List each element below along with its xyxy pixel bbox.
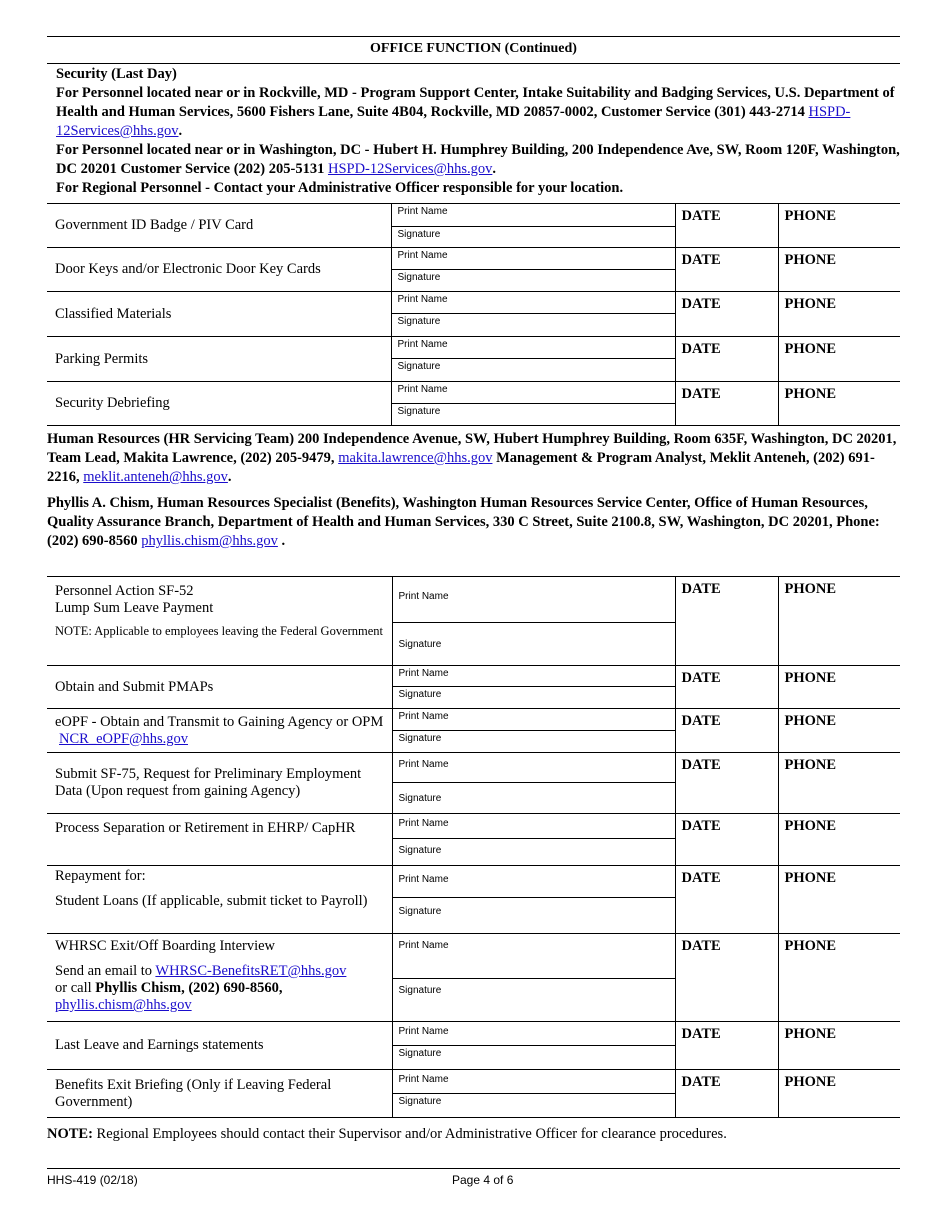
date-field[interactable]: DATE <box>675 934 778 1022</box>
signature-field[interactable]: Signature <box>398 906 442 917</box>
phone-field[interactable]: PHONE <box>778 753 900 814</box>
row-label: Obtain and Submit PMAPs <box>47 666 392 709</box>
table-row <box>47 1070 900 1118</box>
rockville-info: For Personnel located near or in Rockville, MD - Program Support Center, Intake Suitability and Badging Services, U.S. Department of Health and Human Services, 5600 Fishers Lane, Suite 4B04, Rockville, MD 20857-0002, Customer Service (301) 443-2714 HSPD-12Services@hhs.gov. <box>56 85 895 139</box>
row-label: Classified Materials <box>47 292 391 337</box>
phone-field[interactable]: PHONE <box>778 337 900 382</box>
signature-field[interactable]: Signature <box>397 406 441 417</box>
table-row <box>47 248 900 292</box>
row-label: Personnel Action SF-52 <box>55 583 194 599</box>
row-label: Student Loans (If applicable, submit ticket to Payroll) <box>55 893 368 909</box>
phone-field[interactable]: PHONE <box>778 814 900 866</box>
row-label: Door Keys and/or Electronic Door Key Cards <box>47 248 391 292</box>
row-label: Security Debriefing <box>47 382 391 426</box>
row-label: Last Leave and Earnings statements <box>47 1022 392 1070</box>
table-row <box>47 753 900 814</box>
signature-field[interactable]: Signature <box>398 1096 442 1107</box>
phyllis-email-link-2[interactable]: phyllis.chism@hhs.gov <box>55 997 192 1013</box>
date-field[interactable]: DATE <box>675 204 778 248</box>
whrsc-email-link[interactable]: WHRSC-BenefitsRET@hhs.gov <box>155 963 347 979</box>
signature-field[interactable]: Signature <box>398 639 442 650</box>
phone-field[interactable]: PHONE <box>778 709 900 753</box>
date-field[interactable]: DATE <box>675 577 778 666</box>
page-footer <box>47 1168 900 1187</box>
regional-note: NOTE: Regional Employees should contact their Supervisor and/or Administrative Officer for clearance procedures. <box>47 1126 727 1142</box>
date-field[interactable]: DATE <box>675 814 778 866</box>
dc-email-link[interactable]: HSPD-12Services@hhs.gov <box>327 161 493 177</box>
benefits-contact-info: Phyllis A. Chism, Human Resources Specialist (Benefits), Washington Human Resources Service Center, Office of Human Resources, Quality Assurance Branch, Department of Health and Human Services, 330 C Street, Suite 2100.8, SW, Washington, DC 20201, Phone: (202) 690-8560 phyllis.chism@hhs.gov . <box>47 495 880 549</box>
hr-contact-info: Human Resources (HR Servicing Team) 200 Independence Avenue, SW, Hubert Humphrey Building, Room 635F, Washington, DC 20201, Team Lead, Makita Lawrence, (202) 205-9479, makita.lawrence@hhs.gov Management & Program Analyst, Meklit Anteneh, (202) 691-2216, meklit.anteneh@hhs.gov. <box>47 431 897 485</box>
phone-field[interactable]: PHONE <box>778 577 900 666</box>
row-label: Process Separation or Retirement in EHRP/ CapHR <box>47 814 392 866</box>
signature-field[interactable]: Signature <box>397 272 441 283</box>
page-number: Page 4 of 6 <box>452 1173 514 1187</box>
signature-field[interactable]: Signature <box>398 845 442 856</box>
table-row <box>47 577 900 666</box>
print-name-field[interactable]: Print Name <box>393 934 675 979</box>
signature-field[interactable]: Signature <box>398 793 442 804</box>
row-label: Lump Sum Leave Payment <box>55 600 214 616</box>
table-row <box>47 866 900 934</box>
row-note: NOTE: Applicable to employees leaving the Federal Government <box>55 624 384 638</box>
print-name-field[interactable]: Print Name <box>393 577 675 623</box>
table-row <box>47 1022 900 1070</box>
signature-field[interactable]: Signature <box>397 361 441 372</box>
print-name-field[interactable]: Print Name <box>393 814 675 839</box>
date-field[interactable]: DATE <box>675 248 778 292</box>
date-field[interactable]: DATE <box>675 1022 778 1070</box>
print-name-field[interactable]: Print Name <box>393 1070 675 1094</box>
rockville-email-link[interactable]: HSPD-12Services@hhs.gov <box>56 104 851 139</box>
table-row: WHRSC Exit/Off Boarding Interview Send an email to WHRSC-BenefitsRET@hhs.gov or call Phyllis Chism, (202) 690-8560, phyllis.chism@hhs.gov Print Name Signature DATE PHONE <box>47 934 900 1022</box>
row-label: Benefits Exit Briefing (Only if Leaving Federal Government) <box>47 1070 392 1118</box>
section-title: OFFICE FUNCTION (Continued) <box>47 36 900 64</box>
row-label: Parking Permits <box>47 337 391 382</box>
signature-field[interactable]: Signature <box>398 733 442 744</box>
table-row <box>47 382 900 426</box>
row-label: WHRSC Exit/Off Boarding Interview <box>55 938 276 954</box>
security-table <box>47 203 900 426</box>
phone-field[interactable]: PHONE <box>778 204 900 248</box>
date-field[interactable]: DATE <box>675 709 778 753</box>
date-field[interactable]: DATE <box>675 337 778 382</box>
signature-field[interactable]: Signature <box>397 229 441 240</box>
phone-field[interactable]: PHONE <box>778 1070 900 1118</box>
date-field[interactable]: DATE <box>675 666 778 709</box>
date-field[interactable]: DATE <box>675 866 778 934</box>
print-name-field[interactable]: Print Name <box>393 709 675 731</box>
row-label: Government ID Badge / PIV Card <box>47 204 391 248</box>
dc-info: For Personnel located near or in Washington, DC - Hubert H. Humphrey Building, 200 Independence Ave, SW, Room 120F, Washington, DC 20201 Customer Service (202) 205-5131 HSPD-12Services@hhs.gov. <box>56 142 900 177</box>
print-name-field[interactable]: Print Name <box>393 1022 675 1046</box>
phone-field[interactable]: PHONE <box>778 382 900 426</box>
signature-field[interactable]: Signature <box>397 316 441 327</box>
print-name-field[interactable]: Print Name <box>393 666 675 687</box>
security-info <box>47 64 900 203</box>
signature-field[interactable]: Signature <box>398 1048 442 1059</box>
phone-field[interactable]: PHONE <box>778 248 900 292</box>
date-field[interactable]: DATE <box>675 753 778 814</box>
print-name-field[interactable]: Print Name <box>392 204 675 227</box>
phone-field[interactable]: PHONE <box>778 934 900 1022</box>
print-name-field[interactable]: Print Name <box>392 248 675 270</box>
phone-field[interactable]: PHONE <box>778 1022 900 1070</box>
table-row <box>47 709 900 753</box>
meklit-email-link[interactable]: meklit.anteneh@hhs.gov <box>83 469 228 485</box>
form-id: HHS-419 (02/18) <box>47 1173 138 1187</box>
row-label: Submit SF-75, Request for Preliminary Employment Data (Upon request from gaining Agency) <box>47 753 392 814</box>
date-field[interactable]: DATE <box>675 292 778 337</box>
security-heading: Security (Last Day) <box>56 66 177 82</box>
print-name-field[interactable]: Print Name <box>392 292 675 314</box>
row-label: eOPF - Obtain and Transmit to Gaining Agency or OPM <box>55 713 384 730</box>
row-label: Repayment for: <box>55 868 146 884</box>
date-field[interactable]: DATE <box>675 382 778 426</box>
date-field[interactable]: DATE <box>675 1070 778 1118</box>
print-name-field[interactable]: Print Name <box>392 337 675 359</box>
print-name-field[interactable]: Print Name <box>393 753 675 783</box>
table-row <box>47 814 900 866</box>
hr-table <box>47 576 900 1118</box>
form-page <box>47 36 900 1143</box>
regional-info: For Regional Personnel - Contact your Administrative Officer responsible for your location. <box>56 180 624 196</box>
makita-email-link[interactable]: makita.lawrence@hhs.gov <box>338 450 493 466</box>
table-row <box>47 204 900 248</box>
phone-field[interactable]: PHONE <box>778 666 900 709</box>
signature-field[interactable]: Signature <box>398 689 442 700</box>
signature-field[interactable]: Signature <box>398 985 442 996</box>
table-row <box>47 337 900 382</box>
table-row <box>47 292 900 337</box>
phone-field[interactable]: PHONE <box>778 292 900 337</box>
table-row <box>47 666 900 709</box>
phyllis-email-link[interactable]: phyllis.chism@hhs.gov <box>141 533 278 549</box>
eopf-email-link[interactable]: NCR_eOPF@hhs.gov <box>59 730 188 747</box>
print-name-field[interactable]: Print Name <box>393 866 675 898</box>
print-name-field[interactable]: Print Name <box>392 382 675 404</box>
phone-field[interactable]: PHONE <box>778 866 900 934</box>
